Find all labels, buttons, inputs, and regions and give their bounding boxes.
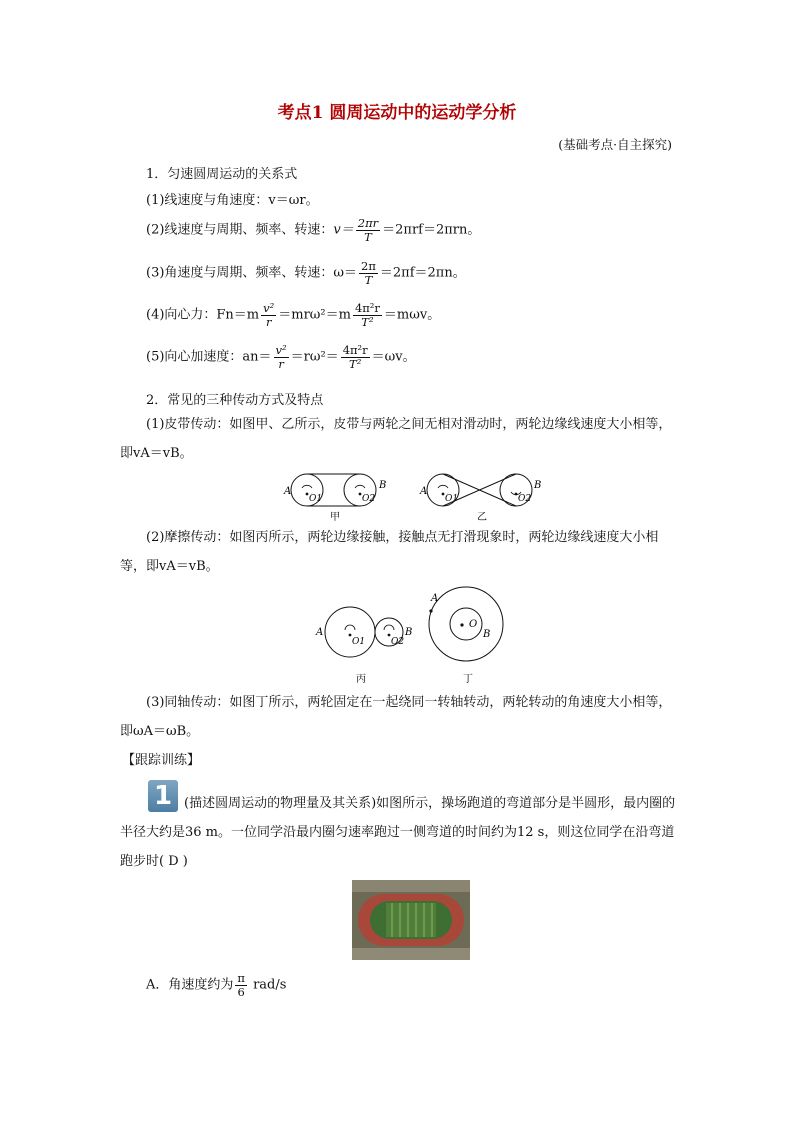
formula-5-fraction-1 [274,344,289,370]
formula-3-lhs: ω＝ [333,265,358,281]
option-a-prefix: A．角速度约为 [146,977,234,993]
topic-tag: (基础考点·自主探究) [558,137,672,152]
wheel-o1 [325,607,375,657]
option-a-num: π [237,971,245,985]
caption-yi: 乙 [477,512,487,522]
formula-5-den2: T² [349,356,362,371]
formula-5-mid: ＝rω²＝ [290,349,339,365]
option-a [146,972,286,998]
label-o2: O2 [518,494,532,504]
formula-1: (1)线速度与角速度：v＝ωr。 [146,193,319,208]
label-a: A [420,486,428,497]
axle-dot [442,493,445,496]
formula-3-fraction [359,260,378,286]
label-o1: O1 [352,637,366,647]
label-o: O [469,619,478,630]
rotation-arrow-icon [355,485,365,488]
formula-2 [146,217,480,243]
label-o1: O1 [309,494,323,504]
figure-ding [429,587,503,685]
caption-jia: 甲 [330,512,340,522]
figure-bing [315,607,412,685]
formula-4 [146,302,440,328]
label-a: A [284,486,292,497]
figure-yi [419,474,541,522]
formula-4-num2: 4π²r [354,301,380,315]
formula-2-lhs: v＝ [333,222,354,238]
formula-5-num2: 4π²r [342,343,368,357]
formula-3-num: 2π [361,259,376,273]
practice-heading: 【跟踪训练】 [122,753,201,768]
caption-ding: 丁 [463,674,473,685]
page-title: 考点1 圆周运动中的运动学分析 [277,103,517,123]
photo-bottom-area [352,948,470,960]
formula-5-fraction-2 [341,344,370,370]
label-o2: O2 [362,494,376,504]
question-text: (描述圆周运动的物理量及其关系)如图所示，操场跑道的弯道部分是半圆形，最内圈的半径大约是36 m。一位同学沿最内圈匀速率跑过一侧弯道的时间约为12 s，则这位同学在沿弯道跑步时( D ) [120,796,676,869]
label-a: A [316,627,324,638]
label-o2: O2 [391,637,405,647]
axle-dot [460,623,463,626]
formula-3-rest: ＝2πf＝2πn。 [379,265,466,281]
option-a-unit: rad/s [253,977,287,993]
rotation-arrow-icon [345,625,355,630]
friction-drive-text: (2)摩擦传动：如图丙所示，两轮边缘接触，接触点无打滑现象时，两轮边缘线速度大小相等，即vA＝vB。 [120,530,659,574]
point-a [429,609,432,612]
formula-3 [146,260,466,286]
formula-4-den1: r [265,314,272,329]
section1-heading: 1．匀速圆周运动的关系式 [146,167,298,182]
formula-2-prefix: (2)线速度与周期、频率、转速： [146,222,334,238]
friction-and-coaxial-figures [312,582,512,687]
axle-dot [349,634,352,637]
question-number-badge: 1 [148,780,178,812]
formula-4-den2: T² [361,314,374,329]
belt-drive-text: (1)皮带传动：如图甲、乙所示，皮带与两轮之间无相对滑动时，两轮边缘线速度大小相等，即vA＝vB。 [120,417,672,461]
caption-bing: 丙 [356,674,366,685]
formula-5-prefix: (5)向心加速度：an＝ [146,349,272,365]
formula-5-num1: v² [275,343,287,357]
formula-4-fraction-1 [261,302,276,328]
label-b: B [483,629,491,640]
formula-5 [146,344,416,370]
formula-2-fraction [356,217,380,243]
rotation-arrow-icon [302,485,312,488]
formula-2-num: 2πr [357,216,379,230]
outer-wheel [429,587,503,661]
football-field [386,903,436,937]
formula-2-rest: ＝2πrf＝2πrn。 [382,222,481,238]
formula-4-num1: v² [263,301,275,315]
formula-4-rest: ＝mωv。 [383,307,441,323]
axle-dot [306,493,309,496]
formula-5-rest: ＝ωv。 [371,349,416,365]
axle-dot [388,634,391,637]
axle-dot [359,493,362,496]
section2-heading: 2．常见的三种传动方式及特点 [146,393,324,408]
coaxial-drive-text: (3)同轴传动：如图丁所示，两轮固定在一起绕同一转轴转动，两轮转动的角速度大小相等，即ωA＝ωB。 [120,695,672,739]
running-track-photo [352,880,470,960]
formula-3-prefix: (3)角速度与周期、频率、转速： [146,265,334,281]
label-b: B [534,480,542,491]
option-a-den: 6 [237,984,245,999]
rotation-arrow-icon [384,625,394,630]
formula-5-den1: r [278,356,284,371]
label-b: B [405,627,413,638]
formula-4-mid: ＝mrω²＝m [278,307,351,323]
rotation-arrow-icon [438,485,448,488]
photo-top-area [352,880,470,892]
option-a-fraction [235,972,247,998]
formula-4-prefix: (4)向心力：Fn＝m [146,307,260,323]
label-o1: O1 [445,494,459,504]
formula-2-den: T [364,229,372,244]
formula-3-den: T [364,272,373,287]
belt-drive-figures [280,470,550,522]
axle-dot [515,493,518,496]
formula-4-fraction-2 [353,302,382,328]
label-a: A [431,593,439,604]
label-b: B [379,480,387,491]
figure-jia [283,474,386,522]
